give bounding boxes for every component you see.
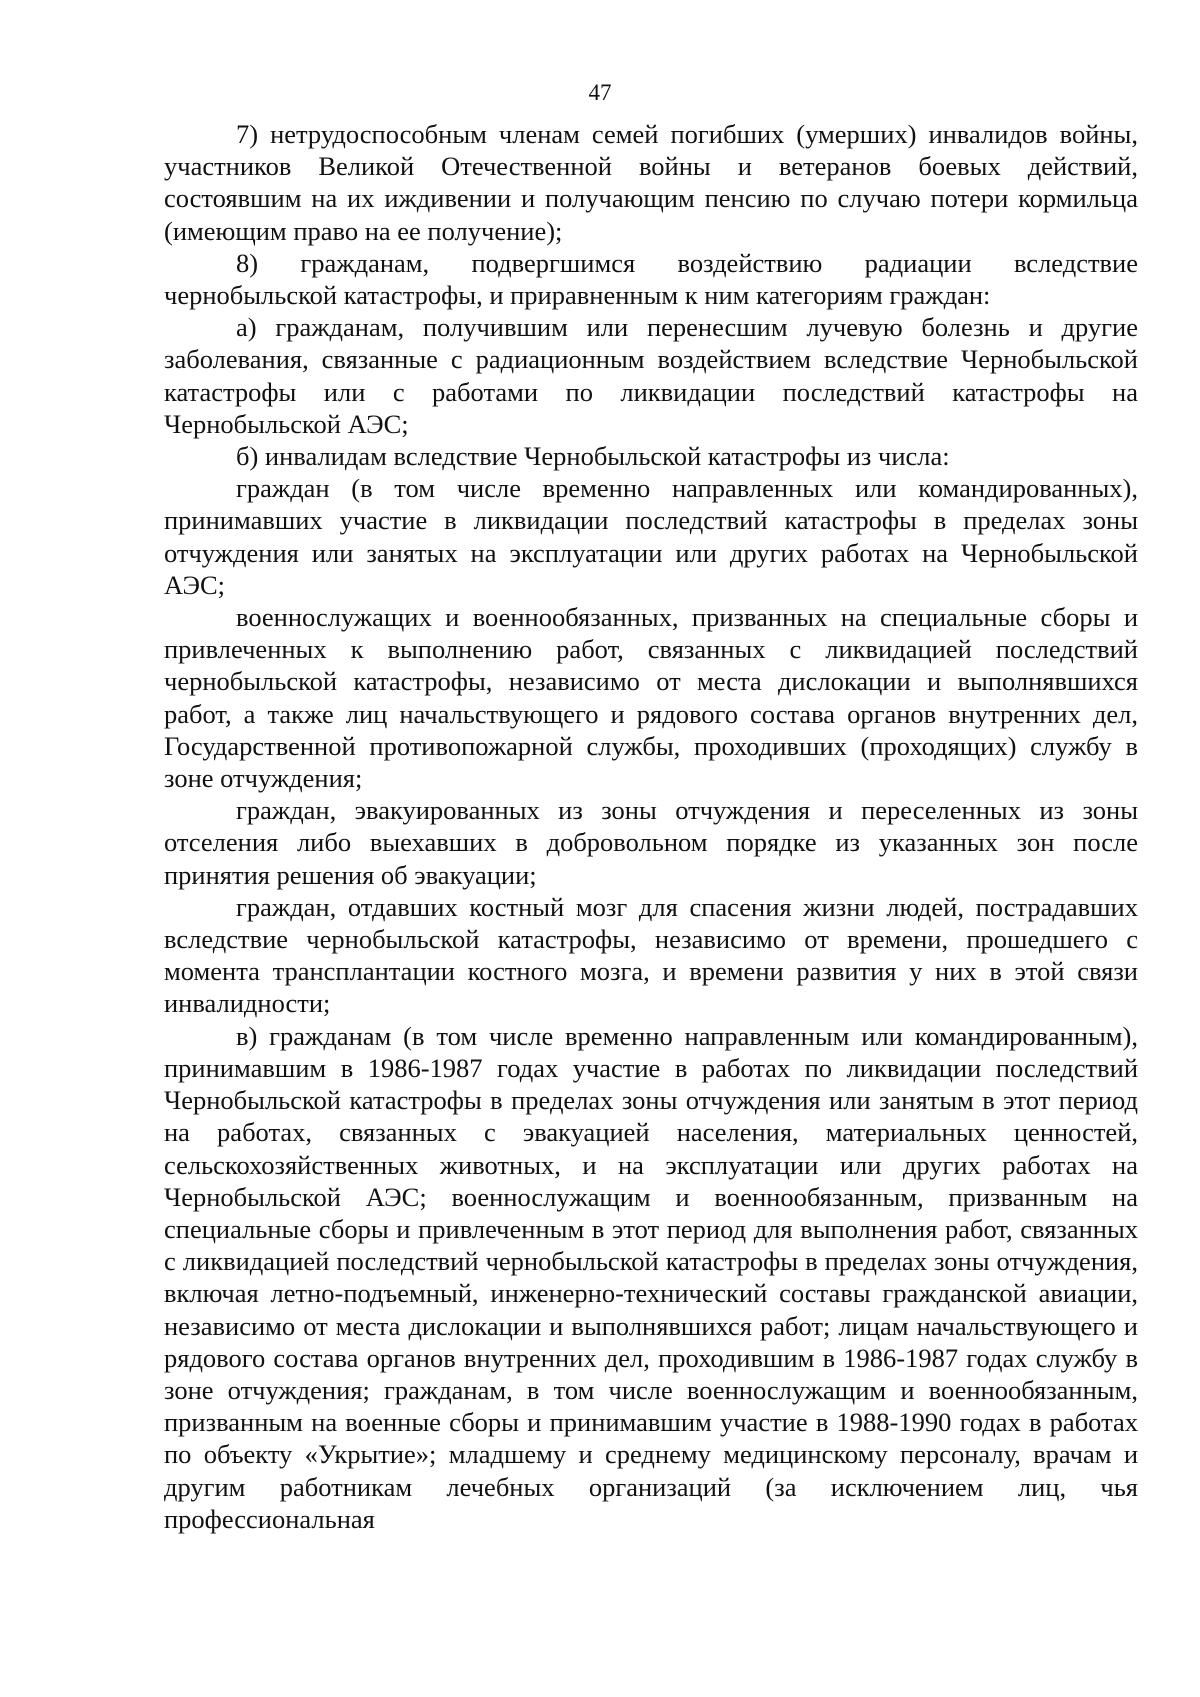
paragraph-7: 7) нетрудоспособным членам семей погибших (умерших) инвалидов войны, участников Великой Отечественной войны и ветеранов боевых действий, состоявшим на их иждивении и получающим пенсию по случаю потери кормильца (имеющим право на ее получение); xyxy=(164,119,1138,246)
paragraph-8b: б) инвалидам вследствие Чернобыльской катастрофы из числа: xyxy=(236,441,950,472)
page-number: 47 xyxy=(588,80,612,105)
paragraph-8v: в) гражданам (в том числе временно направленным или командированным), принимавшим в 1986-1987 годах участие в работах по ликвидации последствий Чернобыльской катастрофы в пределах зоны отчуждения или занятым в этот период на работах, связанных с эвакуацией населения, материальных ценностей, сельскохозяйственных животных, и на эксплуатации или других работах на Чернобыльской АЭС; военнослужащим и военнообязанным, призванным на специальные сборы и привлеченным в этот период для выполнения работ, связанных с ликвидацией последствий чернобыльской катастрофы в пределах зоны отчуждения, включая летно-подъемный, инженерно-технический составы гражданской авиации, независимо от места дислокации и выполнявшихся работ; лицам начальствующего и рядового состава органов внутренних дел, проходившим в 1986-1987 годах службу в зоне отчуждения; гражданам, в том числе военнослужащим и военнообязанным, призванным на военные сборы и принимавшим участие в 1988-1990 годах в работах по объекту «Укрытие»; младшему и среднему медицинскому персоналу, врачам и другим работникам лечебных организаций (за исключением лиц, чья профессиональная xyxy=(164,1020,1138,1534)
paragraph-8b-donors: граждан, отдавших костный мозг для спасения жизни людей, пострадавших вследствие чернобыльской катастрофы, независимо от времени, прошедшего с момента трансплантации костного мозга, и времени развития у них в этой связи инвалидности; xyxy=(164,891,1138,1019)
document-body xyxy=(164,118,1138,1535)
paragraph-8a: а) гражданам, получившим или перенесшим лучевую болезнь и другие заболевания, связанные с радиационным воздействием вследствие Чернобыльской катастрофы или с работами по ликвидации последствий катастрофы на Чернобыльской АЭС; xyxy=(164,312,1138,439)
paragraph-8b-evacuated: граждан, эвакуированных из зоны отчуждения и переселенных из зоны отселения либо выехавших в добровольном порядке из указанных зон после принятия решения об эвакуации; xyxy=(164,795,1138,890)
paragraph-8: 8) гражданам, подвергшимся воздействию радиации вследствие чернобыльской катастрофы, и приравненным к ним категориям граждан: xyxy=(164,247,1138,311)
paragraph-8b-military: военнослужащих и военнообязанных, призванных на специальные сборы и привлеченных к выполнению работ, связанных с ликвидацией последствий чернобыльской катастрофы, независимо от места дислокации и выполнявшихся работ, а также лиц начальствующего и рядового состава органов внутренних дел, Государственной противопожарной службы, проходивших (проходящих) службу в зоне отчуждения; xyxy=(164,602,1138,794)
paragraph-8b-citizens: граждан (в том числе временно направленных или командированных), принимавших участие в ликвидации последствий катастрофы в пределах зоны отчуждения или занятых на эксплуатации или других работах на Чернобыльской АЭС; xyxy=(164,473,1138,600)
